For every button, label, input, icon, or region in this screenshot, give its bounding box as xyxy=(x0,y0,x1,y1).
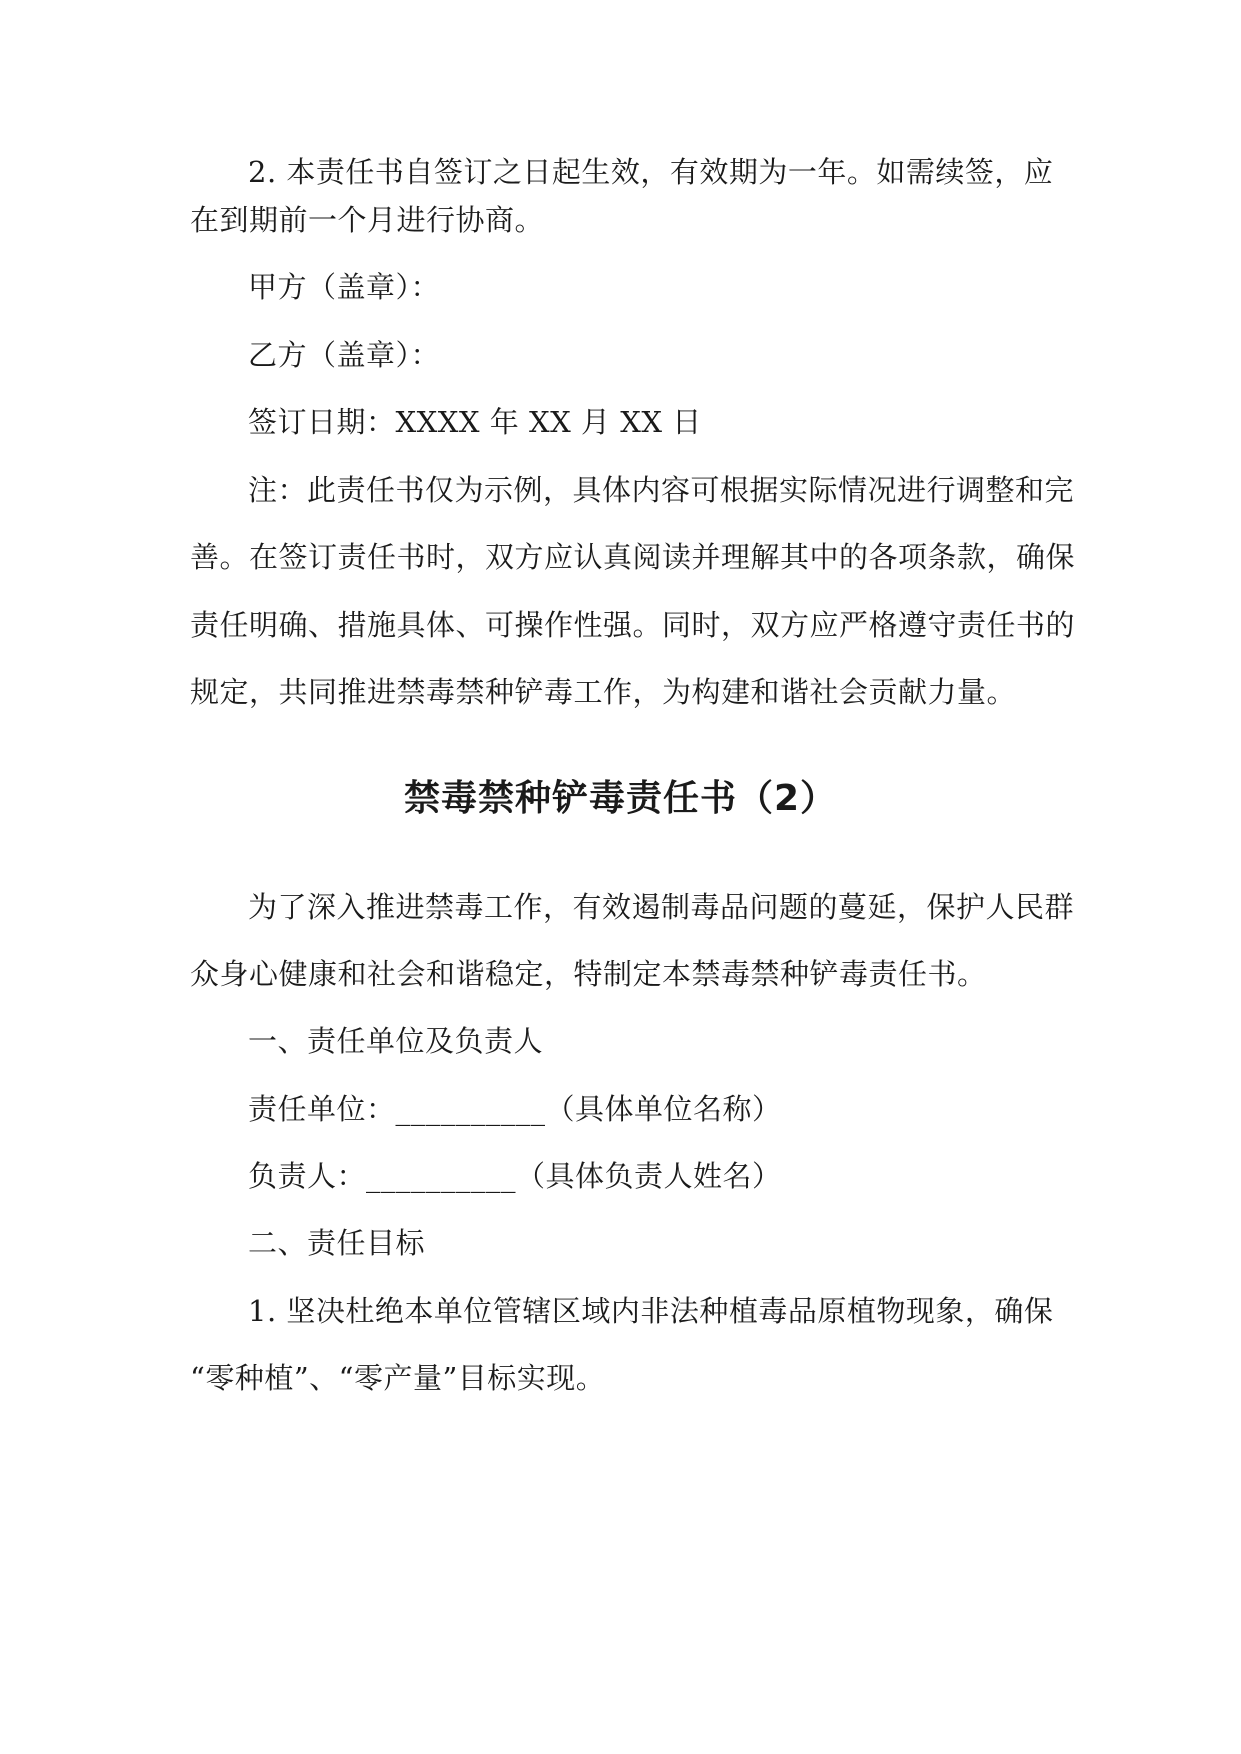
intro-line2: 众身心健康和社会和谐稳定，特制定本禁毒禁种铲毒责任书。 xyxy=(190,957,987,991)
heading-responsible-unit: 一、责任单位及负责人 xyxy=(248,1024,544,1058)
responsible-unit-field: 责任单位：__________（具体单位名称） xyxy=(248,1092,782,1126)
party-a-seal: 甲方（盖章）： xyxy=(248,270,441,304)
clause2-line2: 在到期前一个月进行协商。 xyxy=(190,203,545,237)
sign-date: 签订日期：XXXX 年 XX 月 XX 日 xyxy=(248,405,702,439)
note-line4: 规定，共同推进禁毒禁种铲毒工作，为构建和谐社会贡献力量。 xyxy=(190,675,1017,709)
intro-line1: 为了深入推进禁毒工作，有效遏制毒品问题的蔓延，保护人民群 xyxy=(248,890,1075,924)
note-line2: 善。在签订责任书时，双方应认真阅读并理解其中的各项条款，确保 xyxy=(190,540,1076,574)
clause2-line1: 2. 本责任书自签订之日起生效，有效期为一年。如需续签，应 xyxy=(248,155,1054,189)
section-title: 禁毒禁种铲毒责任书（2） xyxy=(403,778,838,819)
goal1-line2: “零种植”、“零产量”目标实现。 xyxy=(190,1361,606,1395)
responsible-person-field: 负责人：__________（具体负责人姓名） xyxy=(248,1159,782,1193)
note-line3: 责任明确、措施具体、可操作性强。同时，双方应严格遵守责任书的 xyxy=(190,608,1076,642)
note-line1: 注：此责任书仅为示例，具体内容可根据实际情况进行调整和完 xyxy=(248,473,1075,507)
goal1-line1: 1. 坚决杜绝本单位管辖区域内非法种植毒品原植物现象，确保 xyxy=(248,1294,1054,1328)
heading-goals: 二、责任目标 xyxy=(248,1226,426,1260)
party-b-seal: 乙方（盖章）： xyxy=(248,338,441,372)
